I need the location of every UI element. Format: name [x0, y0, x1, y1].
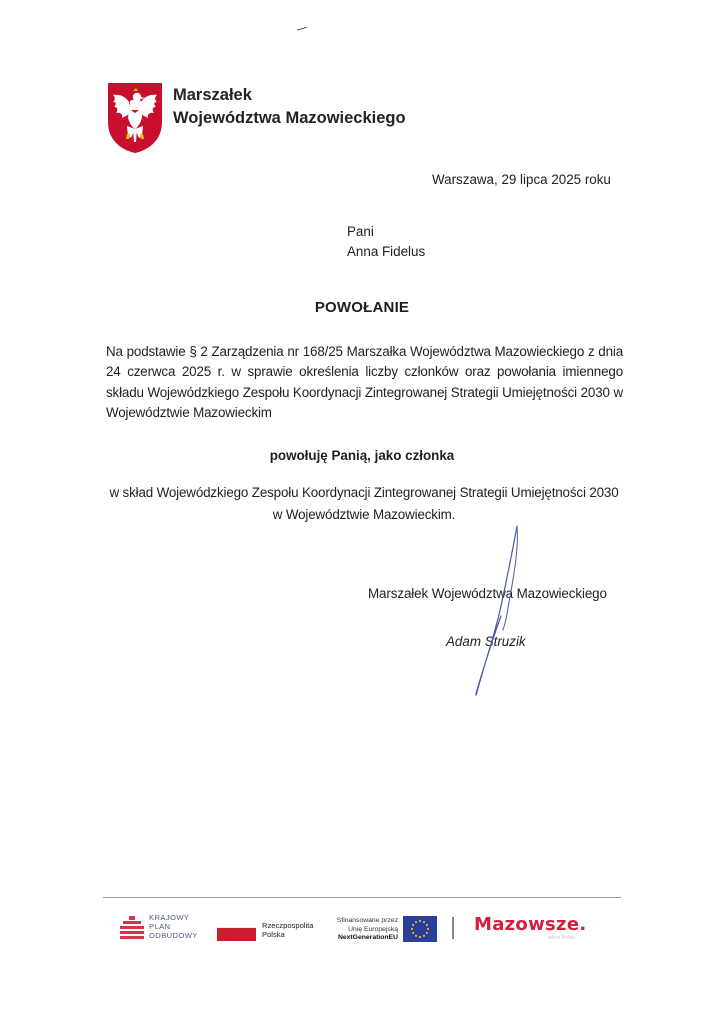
kpo-line-2: PLAN: [149, 922, 171, 931]
issuer-header: [173, 84, 406, 130]
poland-label: [262, 921, 314, 939]
issuer-line-1: Marszałek: [173, 86, 252, 104]
poland-line-1: Rzeczpospolita: [262, 921, 314, 930]
mazowsze-tagline: serce Polski: [548, 935, 575, 941]
signatory-title: Marszałek Województwa Mazowieckiego: [368, 586, 607, 601]
appointment-statement: powołuję Panią, jako członka: [269, 448, 455, 463]
addressee-name: Anna Fidelus: [347, 244, 426, 259]
place-and-date: Warszawa, 29 lipca 2025 roku: [432, 172, 611, 187]
legal-basis-paragraph: Na podstawie § 2 Zarządzenia nr 168/25 Marszałka Województwa Mazowieckiego z dnia 24 czerwca 2025 r. w sprawie określenia liczby członków oraz powołania imiennego składu Wojewódzkiego Zespołu Koordynacji Zintegrowanej Strategii Umiejętności 2030 w Województwie Mazowieckim: [106, 344, 623, 420]
scope-line-2: w Województwie Mazowieckim.: [272, 507, 456, 522]
poland-line-2: Polska: [262, 930, 285, 939]
document-title: POWOŁANIE: [314, 299, 410, 316]
addressee-block: [347, 222, 425, 262]
addressee-salutation: Pani: [347, 224, 374, 239]
footer-separator: [452, 917, 454, 939]
coat-of-arms-icon: [107, 82, 163, 154]
kpo-line-1: KRAJOWY: [149, 913, 190, 922]
mazowsze-logo: Mazowsze.: [474, 914, 587, 935]
appointment-scope: [90, 482, 638, 526]
footer-divider: [103, 897, 621, 898]
scan-mark: [297, 27, 307, 31]
polish-flag-icon: [217, 927, 256, 941]
eu-line-2: Unię Europejską: [348, 925, 398, 933]
signatory-name: Adam Struzik: [446, 634, 526, 649]
eu-funding-label: [326, 917, 398, 943]
scope-line-1: w skład Wojewódzkiego Zespołu Koordynacji Zintegrowanej Strategii Umiejętności 2030: [109, 485, 619, 500]
kpo-line-3: ODBUDOWY: [149, 931, 198, 940]
kpo-logo-icon: [120, 916, 144, 942]
handwritten-signature: [455, 520, 535, 700]
eu-flag-icon: [403, 916, 437, 942]
eu-line-1: Sfinansowane przez: [336, 917, 398, 924]
issuer-line-2: Województwa Mazowieckiego: [173, 109, 406, 127]
eu-line-3: NextGenerationEU: [337, 934, 398, 941]
kpo-label: [149, 913, 198, 940]
